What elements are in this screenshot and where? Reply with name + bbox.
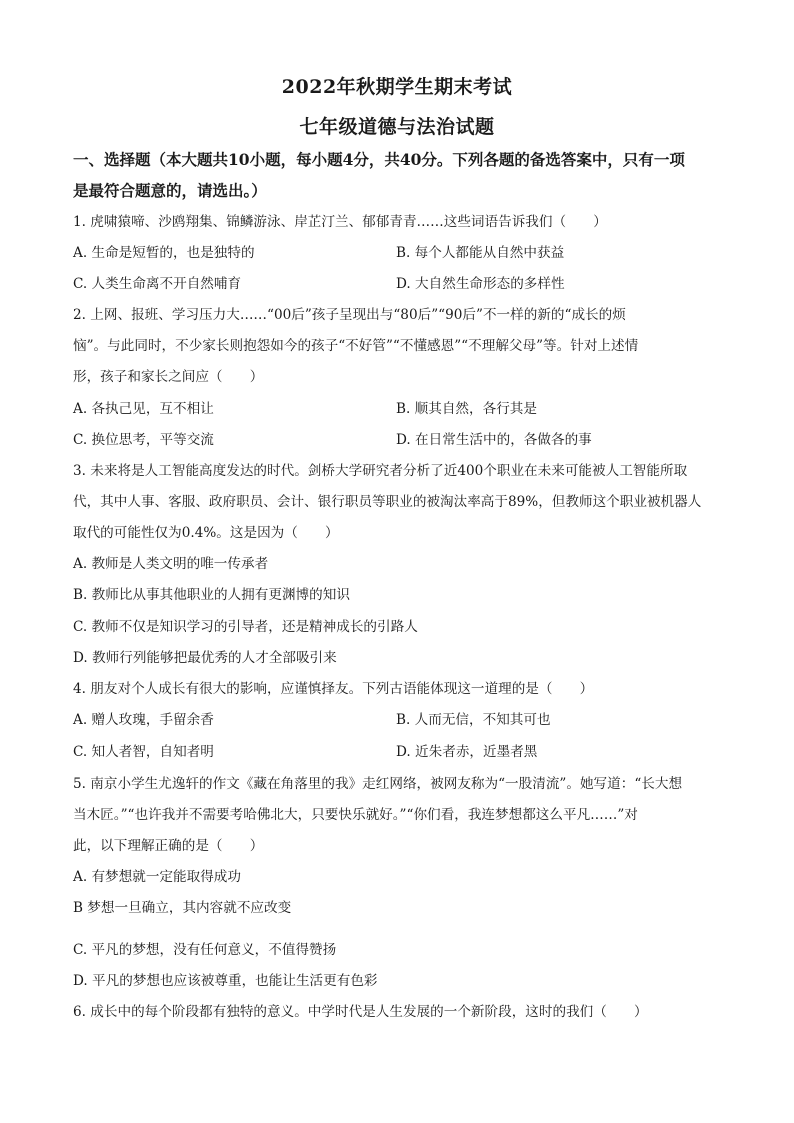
question-4-option-d: D. 近朱者赤，近墨者黑	[396, 744, 538, 760]
question-4-option-b: B. 人而无信，不知其可也	[396, 712, 551, 728]
section-heading-line-2: 是最符合题意的，请选出。）	[73, 181, 267, 200]
question-3-stem-line-2: 代，其中人事、客服、政府职员、会计、银行职员等职业的被淘汰率高于89%，但教师这个职业被机器人	[73, 494, 702, 510]
section-heading-line-1: 一、选择题（本大题共10小题，每小题4分，共40分。下列各题的备选答案中，只有一项	[73, 150, 685, 169]
exam-subtitle: 七年级道德与法治试题	[299, 116, 495, 138]
question-5-option-a: A. 有梦想就一定能取得成功	[73, 869, 241, 885]
question-2-stem-line-2: 恼”。与此同时，不少家长则抱怨如今的孩子“不好管”“不懂感恩”“不理解父母”等。针对上述情	[73, 338, 639, 354]
exam-title: 2022年秋期学生期末考试	[281, 76, 513, 98]
question-2-option-d: D. 在日常生活中的，各做各的事	[396, 432, 592, 448]
question-2-option-c: C. 换位思考，平等交流	[73, 432, 214, 448]
question-1-option-b: B. 每个人都能从自然中获益	[396, 245, 565, 261]
question-2-option-a: A. 各执己见，互不相让	[73, 401, 214, 417]
question-3-stem-line-3: 取代的可能性仅为0.4%。这是因为（ ）	[73, 525, 339, 541]
question-5-option-c: C. 平凡的梦想，没有任何意义，不值得赞扬	[73, 942, 337, 958]
question-4-option-c: C. 知人者智，自知者明	[73, 744, 214, 760]
question-5-stem-line-1: 5. 南京小学生尤逸轩的作文《藏在角落里的我》走红网络，被网友称为“一股清流”。她写道：“长大想	[73, 776, 683, 792]
question-4-stem: 4. 朋友对个人成长有很大的影响，应谨慎择友。下列古语能体现这一道理的是（ ）	[73, 681, 594, 697]
question-1-option-d: D. 大自然生命形态的多样性	[396, 276, 565, 292]
question-4-option-a: A. 赠人玫瑰，手留余香	[73, 712, 214, 728]
question-1-option-a: A. 生命是短暂的，也是独特的	[73, 245, 255, 261]
question-5-stem-line-2: 当木匠。”“也许我并不需要考哈佛北大，只要快乐就好。”“你们看，我连梦想都这么平凡……”对	[73, 807, 638, 823]
question-3-option-b: B. 教师比从事其他职业的人拥有更渊博的知识	[73, 587, 350, 603]
question-1-stem: 1. 虎啸猿啼、沙鸥翔集、锦鳞游泳、岸芷汀兰、郁郁青青……这些词语告诉我们（ ）	[73, 214, 607, 230]
question-3-option-c: C. 教师不仅是知识学习的引导者，还是精神成长的引路人	[73, 619, 418, 635]
question-6-stem: 6. 成长中的每个阶段都有独特的意义。中学时代是人生发展的一个新阶段，这时的我们（ ）	[73, 1004, 648, 1020]
section-heading	[73, 144, 723, 206]
question-5-option-b: B 梦想一旦确立，其内容就不应改变	[73, 900, 292, 916]
question-2-option-b: B. 顺其自然，各行其是	[396, 401, 537, 417]
question-5-option-d: D. 平凡的梦想也应该被尊重，也能让生活更有色彩	[73, 973, 378, 989]
question-2-stem-line-3: 形，孩子和家长之间应（ ）	[73, 369, 264, 385]
question-3-option-d: D. 教师行列能够把最优秀的人才全部吸引来	[73, 650, 337, 666]
question-1-option-c: C. 人类生命离不开自然哺育	[73, 276, 242, 292]
question-5-stem-line-3: 此，以下理解正确的是（ ）	[73, 838, 264, 854]
question-3-stem-line-1: 3. 未来将是人工智能高度发达的时代。剑桥大学研究者分析了近400个职业在未来可能被人工智能所取	[73, 463, 688, 479]
question-3-option-a: A. 教师是人类文明的唯一传承者	[73, 556, 269, 572]
question-2-stem-line-1: 2. 上网、报班、学习压力大……“00后”孩子呈现出与“80后”“90后”不一样的新的“成长的烦	[73, 307, 626, 323]
